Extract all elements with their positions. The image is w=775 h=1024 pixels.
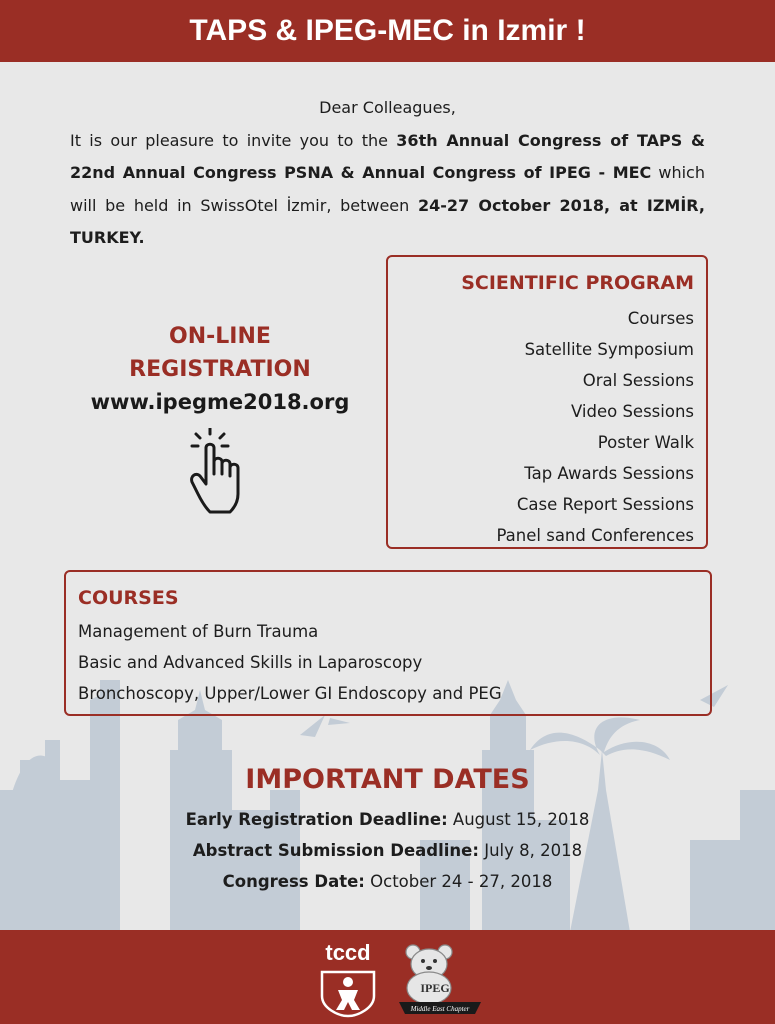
- date-label: Congress Date:: [222, 872, 365, 891]
- date-value: August 15, 2018: [447, 810, 590, 829]
- page-title: TAPS & IPEG-MEC in Izmir !: [189, 14, 586, 47]
- date-label: Abstract Submission Deadline:: [192, 841, 479, 860]
- important-dates: [0, 760, 775, 897]
- registration-url-link[interactable]: www.ipegme2018.org: [90, 390, 350, 414]
- date-value: October 24 - 27, 2018: [364, 872, 553, 891]
- ipeg-logo-text: IPEG: [420, 981, 450, 995]
- ipeg-logo-subtext: Middle East Chapter: [410, 1005, 470, 1013]
- registration-title-line2: REGISTRATION: [129, 357, 311, 382]
- program-item: Video Sessions: [570, 402, 694, 421]
- courses-box: [64, 570, 712, 716]
- registration-title-line1: ON-LINE: [169, 324, 271, 349]
- program-item: Case Report Sessions: [516, 495, 694, 514]
- tccd-logo: [318, 938, 378, 1018]
- date-label: Early Registration Deadline:: [185, 810, 448, 829]
- congress-names: 36th Annual Congress of TAPS & 22nd Annual Congress PSNA & Annual Congress of IPEG - MEC: [70, 130, 705, 182]
- program-item: Oral Sessions: [582, 371, 694, 390]
- scientific-program-title: SCIENTIFIC PROGRAM: [461, 272, 694, 294]
- scientific-program-box: [386, 255, 708, 549]
- course-item: Management of Burn Trauma: [78, 622, 319, 641]
- header-bar: [0, 0, 775, 62]
- important-dates-title: IMPORTANT DATES: [245, 764, 530, 795]
- program-item: Tap Awards Sessions: [524, 464, 694, 483]
- congress-dates-location: 24-27 October 2018, at IZMİR, TURKEY.: [70, 195, 705, 247]
- date-value: July 8, 2018: [478, 841, 583, 860]
- pointing-hand-click-icon[interactable]: [190, 428, 250, 516]
- course-item: Bronchoscopy, Upper/Lower GI Endoscopy and PEG: [78, 684, 502, 703]
- online-registration: [60, 320, 380, 516]
- intro-text-venue: which will be held in SwissOtel İzmir, between: [70, 163, 705, 215]
- course-item: Basic and Advanced Skills in Laparoscopy: [78, 653, 423, 672]
- intro-text: It is our pleasure to invite you to the: [70, 130, 397, 150]
- greeting: Dear Colleagues,: [319, 98, 456, 117]
- date-item: [0, 866, 775, 897]
- footer-bar: [0, 930, 775, 1024]
- program-item: Poster Walk: [597, 433, 694, 452]
- program-item: Courses: [627, 309, 694, 328]
- date-item: [0, 804, 775, 835]
- tccd-logo-text: tccd: [325, 940, 371, 965]
- date-item: [0, 835, 775, 866]
- program-item: Panel sand Conferences: [496, 526, 694, 545]
- program-item: Satellite Symposium: [524, 340, 694, 359]
- ipeg-logo: [393, 942, 485, 1018]
- intro-paragraph: [70, 92, 705, 255]
- courses-title: COURSES: [78, 587, 179, 609]
